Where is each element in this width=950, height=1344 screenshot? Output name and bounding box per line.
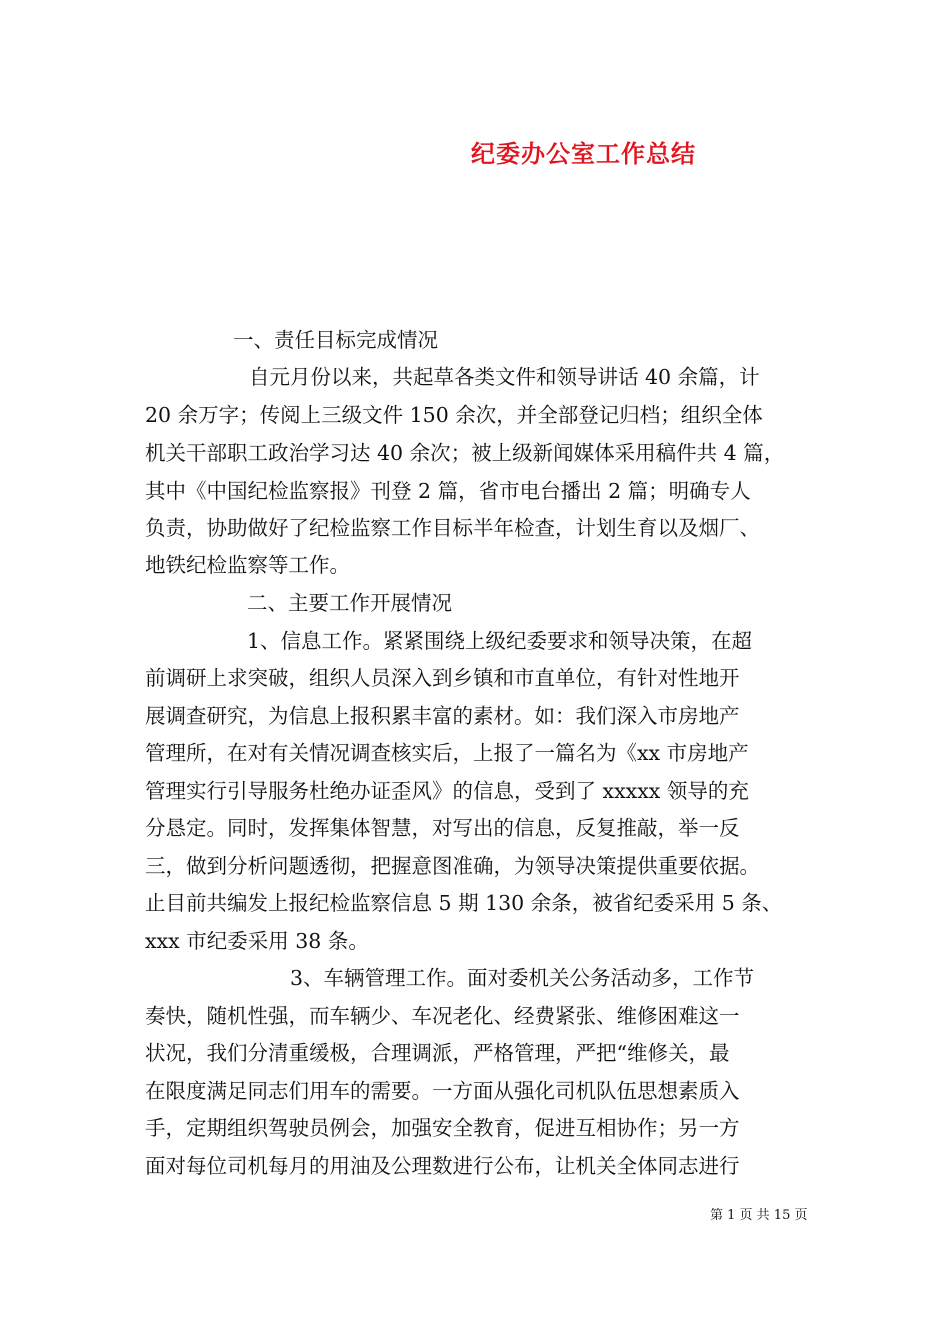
section-heading-1: 一、责任目标完成情况	[233, 328, 438, 352]
paragraph-line: 三，做到分析问题透彻，把握意图准确，为领导决策提供重要依据。	[145, 854, 760, 878]
paragraph-line: 20 余万字；传阅上三级文件 150 余次，并全部登记归档；组织全体	[145, 403, 763, 427]
paragraph-line: 展调查研究，为信息上报积累丰富的素材。如：我们深入市房地产	[145, 704, 740, 728]
paragraph-line: xxx 市纪委采用 38 条。	[145, 929, 369, 953]
paragraph-line: 分恳定。同时，发挥集体智慧，对写出的信息，反复推敲，举一反	[145, 816, 740, 840]
paragraph-line: 管理实行引导服务杜绝办证歪风》的信息，受到了 xxxxx 领导的充	[145, 779, 749, 803]
paragraph-line: 止目前共编发上报纪检监察信息 5 期 130 余条，被省纪委采用 5 条、	[145, 891, 783, 915]
document-title: 纪委办公室工作总结	[471, 139, 696, 168]
paragraph-line: 状况，我们分清重缓极，合理调派，严格管理，严把“维修关，最	[145, 1041, 730, 1065]
paragraph-line: 面对每位司机每月的用油及公理数进行公布，让机关全体同志进行	[145, 1154, 740, 1178]
paragraph-line: 奏快，随机性强，而车辆少、车况老化、经费紧张、维修困难这一	[145, 1004, 740, 1028]
section-heading-2: 二、主要工作开展情况	[247, 591, 452, 615]
paragraph-line: 在限度满足同志们用车的需要。一方面从强化司机队伍思想素质入	[145, 1079, 740, 1103]
paragraph-line: 自元月份以来，共起草各类文件和领导讲话 40 余篇，计	[249, 365, 760, 389]
paragraph-line: 机关干部职工政治学习达 40 余次；被上级新闻媒体采用稿件共 4 篇，	[145, 441, 785, 465]
paragraph-line: 地铁纪检监察等工作。	[145, 553, 350, 577]
paragraph-line: 管理所，在对有关情况调查核实后，上报了一篇名为《xx 市房地产	[145, 741, 749, 765]
paragraph-line: 3、车辆管理工作。面对委机关公务活动多，工作节	[290, 966, 755, 990]
paragraph-line: 1、信息工作。紧紧围绕上级纪委要求和领导决策，在超	[247, 629, 753, 653]
paragraph-line: 手，定期组织驾驶员例会，加强安全教育，促进互相协作；另一方	[145, 1116, 740, 1140]
paragraph-line: 其中《中国纪检监察报》刊登 2 篇，省市电台播出 2 篇；明确专人	[145, 479, 751, 503]
page-number: 第 1 页 共 15 页	[710, 1208, 808, 1223]
paragraph-line: 负责，协助做好了纪检监察工作目标半年检查，计划生育以及烟厂、	[145, 516, 760, 540]
paragraph-line: 前调研上求突破，组织人员深入到乡镇和市直单位，有针对性地开	[145, 666, 740, 690]
